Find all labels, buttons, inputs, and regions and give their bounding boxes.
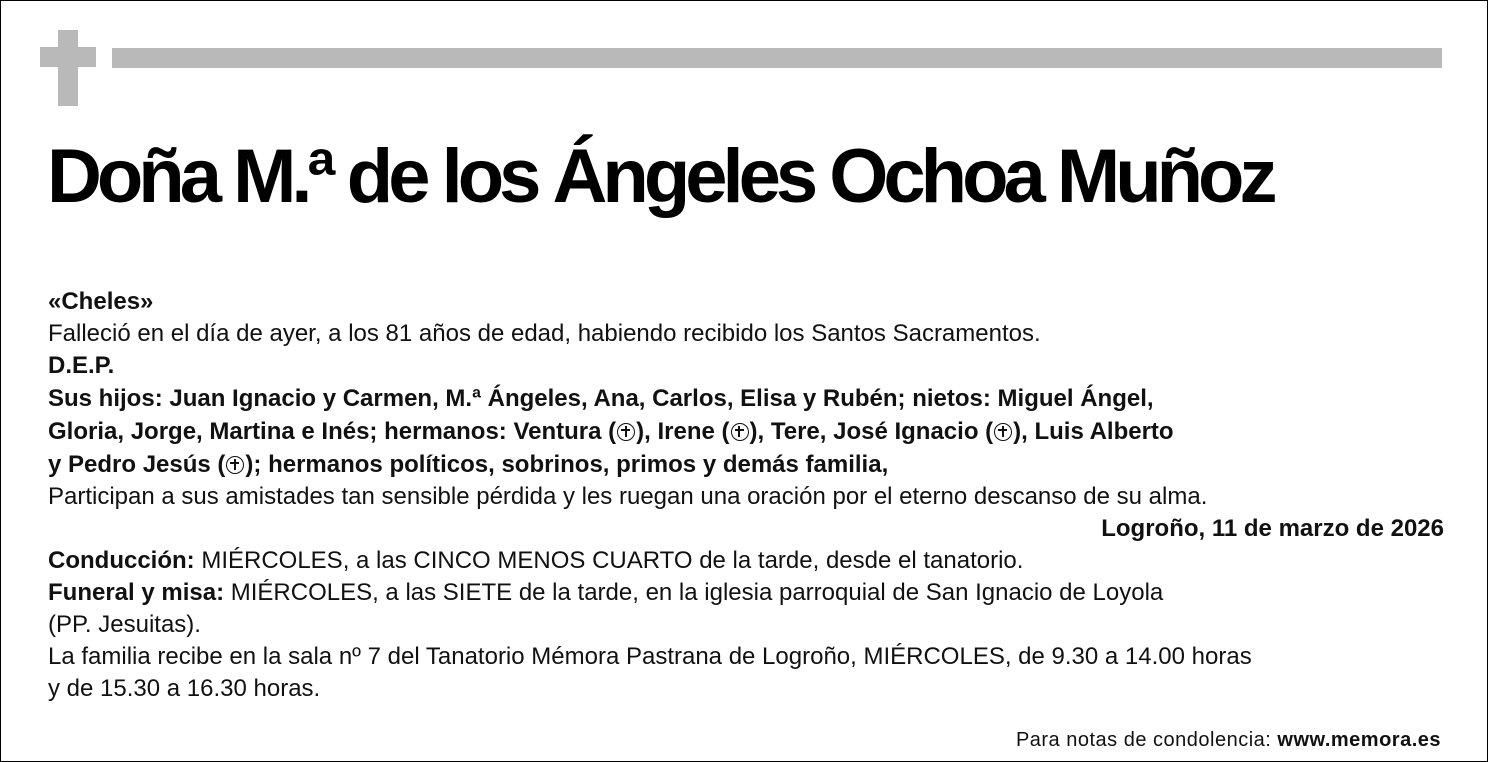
condolence-note (1016, 729, 1441, 752)
reception-line-1: La familia recibe en la sala nº 7 del Tanatorio Mémora Pastrana de Logroño, MIÉRCOLES, de 9.30 a 14.00 horas (48, 643, 1252, 670)
family-text-1: Sus hijos: Juan Ignacio y Carmen, M.ª Ángeles, Ana, Carlos, Elisa y Rubén; nietos: Miguel Ángel, (48, 385, 1154, 412)
family-text-6: y Pedro Jesús ( (48, 451, 226, 478)
cross-ornament-horizontal (40, 47, 96, 67)
funeral-text: MIÉRCOLES, a las SIETE de la tarde, en la iglesia parroquial de San Ignacio de Loyola (224, 579, 1164, 606)
deceased-cross-icon (617, 423, 635, 441)
cross-ornament-vertical (58, 30, 78, 106)
condolence-link[interactable]: www.memora.es (1277, 729, 1441, 751)
reception-line-2: y de 15.30 a 16.30 horas. (48, 675, 321, 702)
place-date: Logroño, 11 de marzo de 2026 (1101, 515, 1444, 542)
family-text-7: ); hermanos políticos, sobrinos, primos y demás familia, (245, 451, 889, 478)
family-text-2: Gloria, Jorge, Martina e Inés; hermanos: Ventura ( (48, 418, 617, 445)
deceased-name-title: Doña M.ª de los Ángeles Ochoa Muñoz (47, 134, 1273, 219)
notice-body (48, 286, 1444, 705)
announcement: Participan a sus amistades tan sensible pérdida y les ruegan una oración por el eterno descanso de su alma. (48, 483, 1208, 510)
conduccion-line (48, 545, 1444, 577)
funeral-label: Funeral y misa: (48, 579, 225, 606)
nickname: «Cheles» (48, 288, 154, 315)
conduccion-label: Conducción: (48, 547, 195, 574)
dep-line: D.E.P. (48, 352, 115, 379)
reception-info (48, 641, 1444, 705)
family-text-5: ), Luis Alberto (1013, 418, 1174, 445)
funeral-text-2: (PP. Jesuitas). (48, 611, 201, 638)
family-text-3: ), Irene ( (636, 418, 730, 445)
deceased-cross-icon (226, 456, 244, 474)
death-notice: Falleció en el día de ayer, a los 81 años de edad, habiendo recibido los Santos Sacramentos. (48, 320, 1041, 347)
deceased-cross-icon (994, 423, 1012, 441)
funeral-line (48, 577, 1444, 641)
deceased-cross-icon (731, 423, 749, 441)
family-text-4: ), Tere, José Ignacio ( (749, 418, 994, 445)
condolence-label: Para notas de condolencia: (1015, 729, 1278, 751)
family-members (48, 382, 1444, 481)
conduccion-text: MIÉRCOLES, a las CINCO MENOS CUARTO de la tarde, desde el tanatorio. (194, 547, 1024, 574)
header-rule (112, 48, 1442, 68)
